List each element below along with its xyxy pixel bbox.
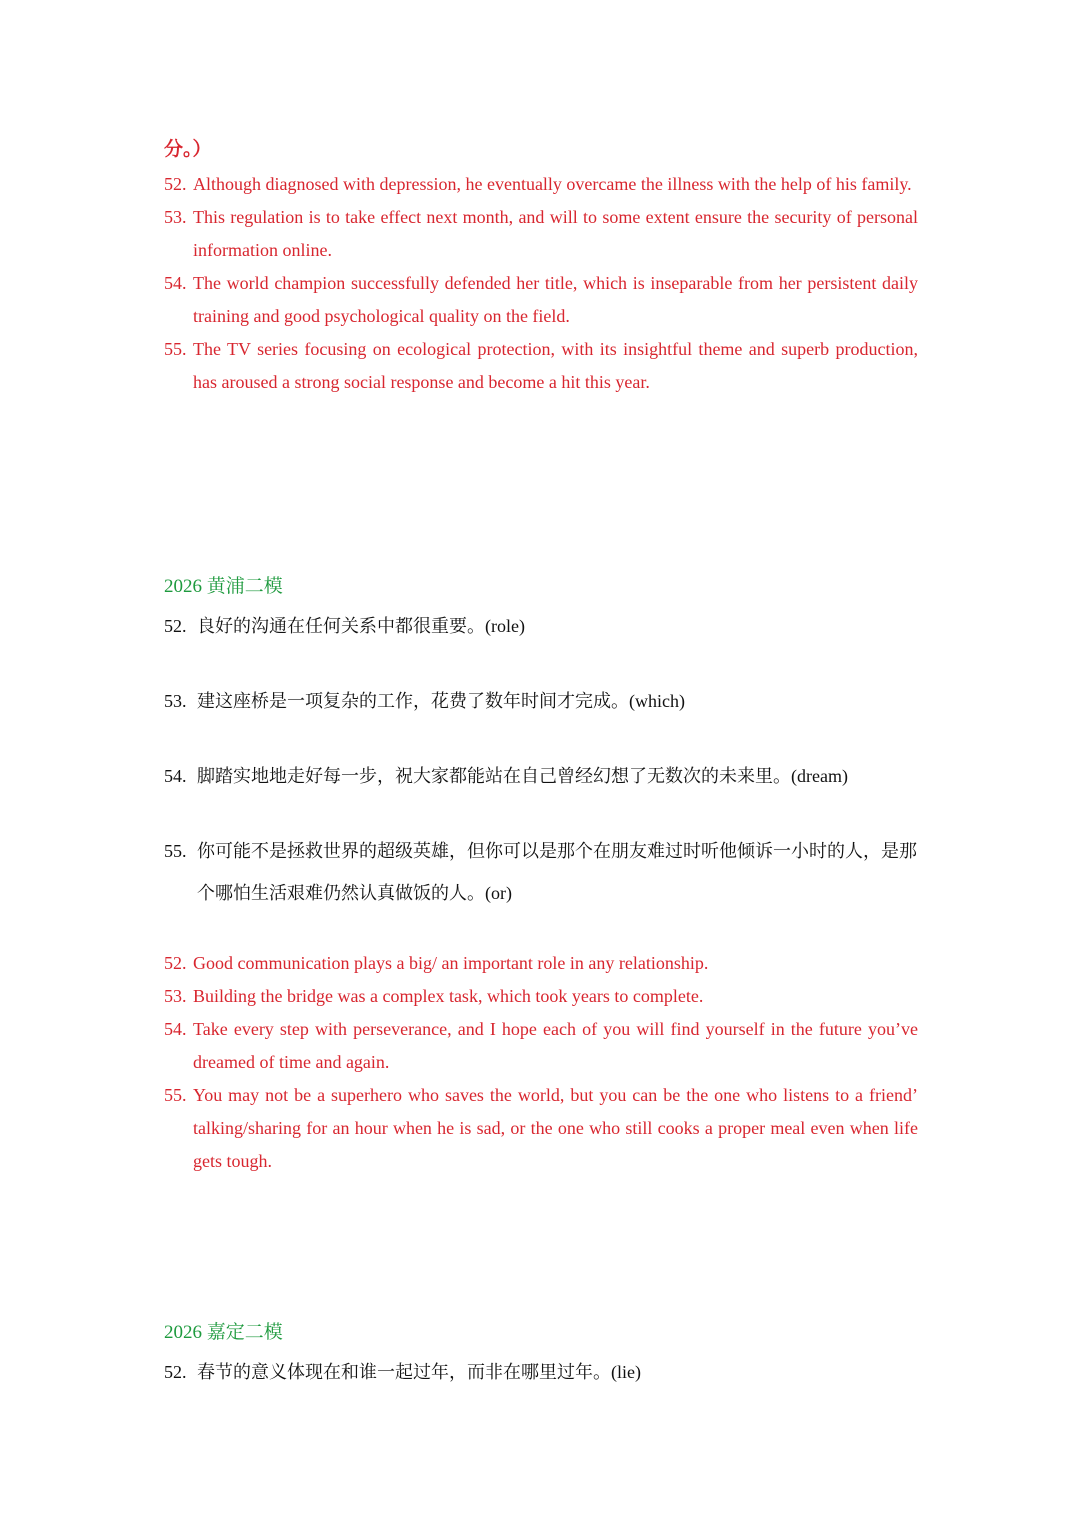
- answer-item: [164, 168, 918, 201]
- question-number: 54.: [164, 766, 187, 786]
- answer-number: 53.: [164, 986, 187, 1006]
- question-number: 53.: [164, 691, 187, 711]
- answer-item: [164, 947, 918, 980]
- question-item: [164, 755, 924, 797]
- previous-answers: [164, 168, 918, 399]
- answer-text: You may not be a superhero who saves the world, but you can be the one who listens to a friend’ talking/sharing for an hour when he is sad, or the one who still cooks a proper meal even when life gets tough.: [193, 1085, 918, 1171]
- question-number: 52.: [164, 616, 187, 636]
- answer-text: The world champion successfully defended her title, which is inseparable from her persistent daily training and good psychological quality on the field.: [193, 273, 918, 326]
- answer-text: The TV series focusing on ecological protection, with its insightful theme and superb production, has aroused a strong social response and become a hit this year.: [193, 339, 918, 392]
- answer-item: [164, 267, 918, 333]
- question-number: 55.: [164, 841, 187, 861]
- answer-item: [164, 1079, 918, 1178]
- answer-item: [164, 333, 918, 399]
- continued-text: 分。）: [164, 139, 212, 160]
- answer-text: Although diagnosed with depression, he eventually overcame the illness with the help of his family.: [193, 174, 912, 194]
- question-number: 52.: [164, 1362, 187, 1382]
- answer-text: Take every step with perseverance, and I hope each of you will find yourself in the future you’ve dreamed of time and again.: [193, 1019, 918, 1072]
- answer-item: [164, 980, 918, 1013]
- answer-number: 53.: [164, 207, 187, 227]
- section-title-jiading: 2026 嘉定二模: [164, 1322, 283, 1343]
- question-text: 建这座桥是一项复杂的工作，花费了数年时间才完成。(which): [197, 691, 685, 711]
- answer-number: 55.: [164, 1085, 187, 1105]
- answer-text: Good communication plays a big/ an important role in any relationship.: [193, 953, 709, 973]
- section-title-huangpu: 2026 黄浦二模: [164, 576, 283, 597]
- question-text: 你可能不是拯救世界的超级英雄，但你可以是那个在朋友难过时听他倾诉一小时的人，是那个哪怕生活艰难仍然认真做饭的人。(or): [197, 841, 917, 903]
- answer-item: [164, 1013, 918, 1079]
- answer-item: [164, 201, 918, 267]
- question-item: [164, 1351, 924, 1393]
- answer-number: 52.: [164, 953, 187, 973]
- question-text: 春节的意义体现在和谁一起过年，而非在哪里过年。(lie): [197, 1362, 641, 1382]
- answer-text: This regulation is to take effect next month, and will to some extent ensure the security of personal information online.: [193, 207, 918, 260]
- question-item: [164, 830, 924, 914]
- question-text: 良好的沟通在任何关系中都很重要。(role): [197, 616, 525, 636]
- question-item: [164, 680, 924, 722]
- question-item: [164, 605, 924, 647]
- answer-number: 55.: [164, 339, 187, 359]
- answer-text: Building the bridge was a complex task, which took years to complete.: [193, 986, 704, 1006]
- answer-number: 52.: [164, 174, 187, 194]
- huangpu-answers: [164, 947, 918, 1178]
- answer-number: 54.: [164, 1019, 187, 1039]
- question-text: 脚踏实地地走好每一步，祝大家都能站在自己曾经幻想了无数次的未来里。(dream): [197, 766, 848, 786]
- answer-number: 54.: [164, 273, 187, 293]
